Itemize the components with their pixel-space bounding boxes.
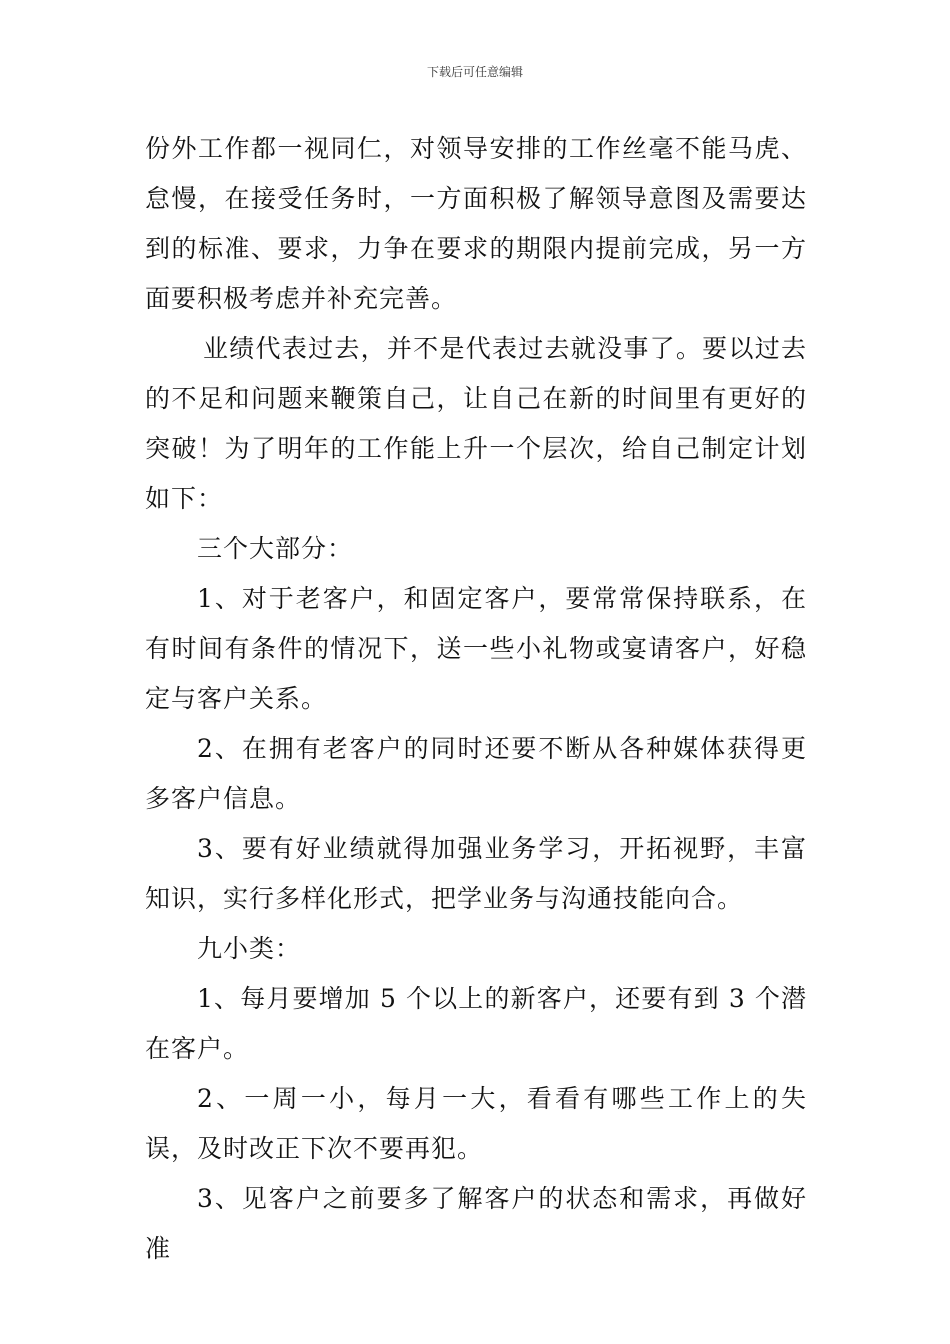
document-body <box>145 124 807 1274</box>
list-item-category-2: 2、一周一小，每月一大，看看有哪些工作上的失误，及时改正下次不要再犯。 <box>145 1084 807 1163</box>
paragraph-continuation: 份外工作都一视同仁，对领导安排的工作丝毫不能马虎、怠慢，在接受任务时，一方面积极了解领导意图及需要达到的标准、要求，力争在要求的期限内提前完成，另一方面要积极考虑并补充完善。 <box>145 134 807 313</box>
list-item-part-3: 3、要有好业绩就得加强业务学习，开拓视野，丰富知识，实行多样化形式，把学业务与沟通技能向合。 <box>145 834 807 913</box>
list-item-category-1: 1、每月要增加 5 个以上的新客户，还要有到 3 个潜在客户。 <box>145 984 807 1063</box>
page-header-note: 下载后可任意编辑 <box>426 65 523 79</box>
list-item-category-3: 3、见客户之前要多了解客户的状态和需求，再做好准 <box>145 1184 807 1263</box>
paragraph-performance-summary: 业绩代表过去，并不是代表过去就没事了。要以过去的不足和问题来鞭策自己，让自己在新的时间里有更好的突破！为了明年的工作能上升一个层次，给自己制定计划如下： <box>145 334 807 513</box>
section-heading-three-parts: 三个大部分： <box>197 534 354 563</box>
list-item-part-2: 2、在拥有老客户的同时还要不断从各种媒体获得更多客户信息。 <box>145 734 807 813</box>
section-heading-nine-categories: 九小类： <box>197 934 302 963</box>
list-item-part-1: 1、对于老客户，和固定客户，要常常保持联系，在有时间有条件的情况下，送一些小礼物或宴请客户，好稳定与客户关系。 <box>145 584 807 713</box>
